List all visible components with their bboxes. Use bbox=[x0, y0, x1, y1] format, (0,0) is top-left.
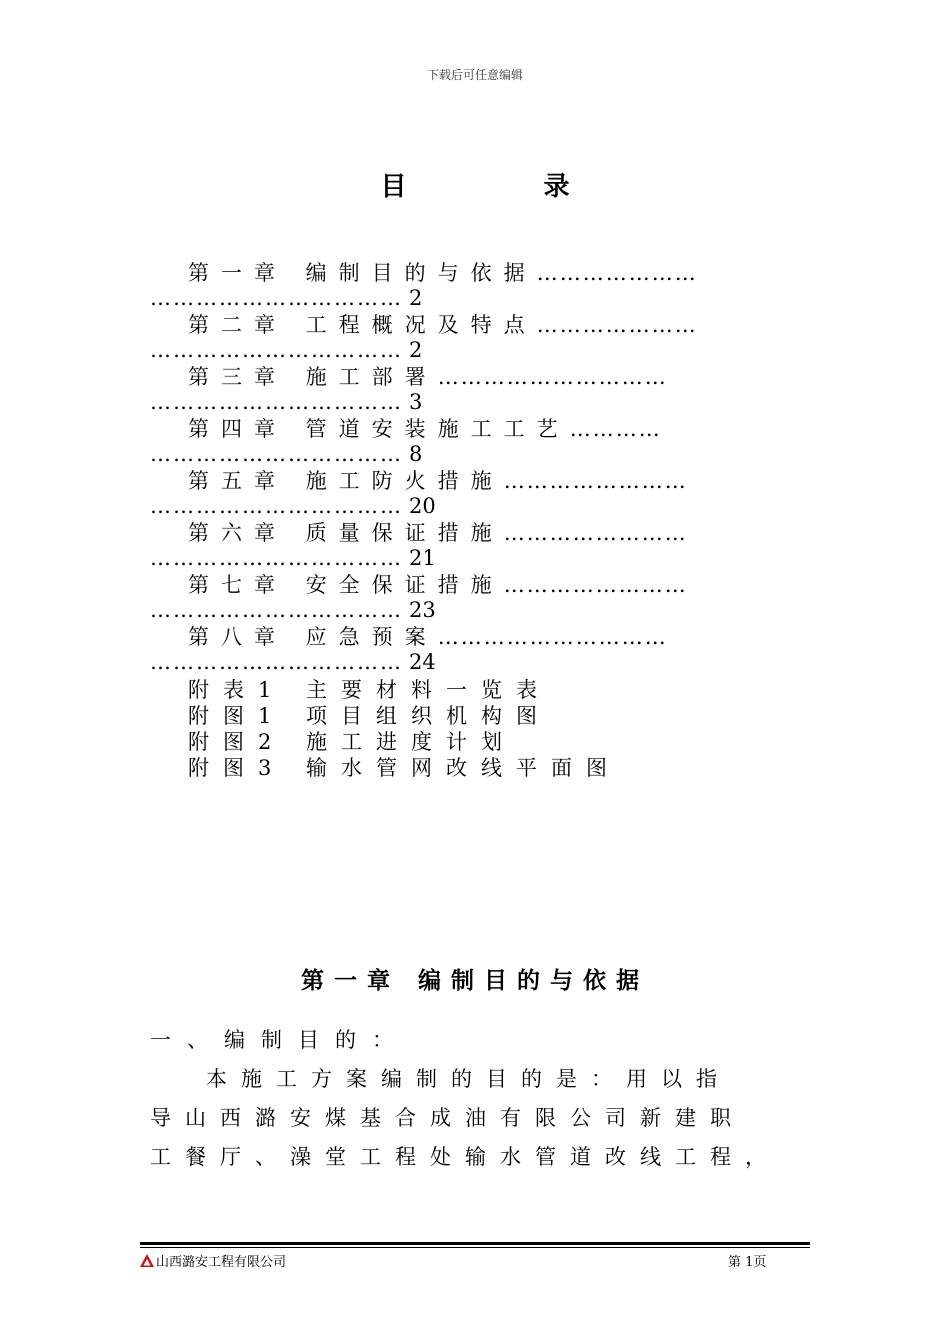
toc-entry-label: 第二章 工程概况及特点 bbox=[188, 313, 537, 337]
toc-leader: …………………… bbox=[503, 521, 688, 545]
toc-entry-8[interactable] bbox=[150, 622, 790, 674]
toc-entry-label: 第五章 施工防火措施 bbox=[188, 469, 504, 493]
toc-page-number: 23 bbox=[409, 598, 436, 622]
toc-entry-label: 第八章 应急预案 bbox=[188, 625, 438, 649]
toc-page-number: 8 bbox=[409, 442, 423, 466]
toc-page-number: 24 bbox=[409, 650, 436, 674]
toc-entry-label: 第四章 管道安装施工工艺 bbox=[188, 417, 570, 441]
toc-page-number: 2 bbox=[409, 338, 423, 362]
header-note: 下载后可任意编辑 bbox=[426, 68, 523, 82]
toc-leader: ………………………… bbox=[437, 365, 668, 389]
section-heading: 一、编制目的： bbox=[150, 1028, 409, 1052]
toc-leader: …………………………… bbox=[150, 286, 403, 310]
toc-leader: …………………………… bbox=[150, 650, 403, 674]
toc-title: 目 录 bbox=[380, 172, 634, 202]
toc-leader: ………………… bbox=[536, 313, 698, 337]
toc-entry-label: 第七章 安全保证措施 bbox=[188, 573, 504, 597]
body-text-line: 工餐厅、澡堂工程处输水管道改线工程， bbox=[150, 1145, 780, 1169]
toc-entry-4[interactable] bbox=[150, 414, 790, 466]
footer-company-name: 山西潞安工程有限公司 bbox=[156, 1255, 287, 1270]
table-of-contents bbox=[150, 258, 790, 674]
footer-page-number: 第 1页 bbox=[728, 1255, 767, 1270]
toc-leader: …………………………… bbox=[150, 442, 403, 466]
toc-leader: …………………… bbox=[503, 573, 688, 597]
toc-page-number: 3 bbox=[409, 390, 423, 414]
toc-leader: …………………… bbox=[503, 469, 688, 493]
toc-entry-label: 第一章 编制目的与依据 bbox=[188, 261, 537, 285]
company-logo-icon bbox=[140, 1254, 154, 1267]
toc-leader: ………………………… bbox=[437, 625, 668, 649]
toc-entry-6[interactable] bbox=[150, 518, 790, 570]
toc-entry-label: 第三章 施工部署 bbox=[188, 365, 438, 389]
toc-leader: …………………………… bbox=[150, 598, 403, 622]
toc-appendix-table-1[interactable]: 附表1 主要材料一览表 bbox=[188, 678, 552, 702]
toc-page-number: 20 bbox=[409, 494, 436, 518]
toc-entry-3[interactable] bbox=[150, 362, 790, 414]
toc-appendix-figure-2[interactable]: 附图2 施工进度计划 bbox=[188, 730, 517, 754]
toc-appendix-figure-3[interactable]: 附图3 输水管网改线平面图 bbox=[188, 756, 622, 780]
toc-leader: ………… bbox=[569, 417, 662, 441]
chapter-title: 第一章 编制目的与依据 bbox=[300, 967, 649, 994]
footer-rule bbox=[140, 1242, 810, 1245]
toc-appendix-figure-1[interactable]: 附图1 项目组织机构图 bbox=[188, 704, 552, 728]
footer-rule bbox=[140, 1247, 810, 1248]
toc-leader: …………………………… bbox=[150, 546, 403, 570]
footer-company bbox=[140, 1251, 286, 1270]
toc-leader: …………………………… bbox=[150, 338, 403, 362]
toc-leader: …………………………… bbox=[150, 390, 403, 414]
toc-leader: ………………… bbox=[536, 261, 698, 285]
toc-leader: …………………………… bbox=[150, 494, 403, 518]
toc-entry-label: 第六章 质量保证措施 bbox=[188, 521, 504, 545]
body-text-line: 本施工方案编制的目的是：用以指 bbox=[206, 1067, 731, 1091]
body-text-line: 导山西潞安煤基合成油有限公司新建职 bbox=[150, 1106, 745, 1130]
toc-page-number: 2 bbox=[409, 286, 423, 310]
toc-entry-1[interactable] bbox=[150, 258, 790, 310]
toc-entry-7[interactable] bbox=[150, 570, 790, 622]
toc-page-number: 21 bbox=[409, 546, 436, 570]
toc-entry-5[interactable] bbox=[150, 466, 790, 518]
toc-entry-2[interactable] bbox=[150, 310, 790, 362]
